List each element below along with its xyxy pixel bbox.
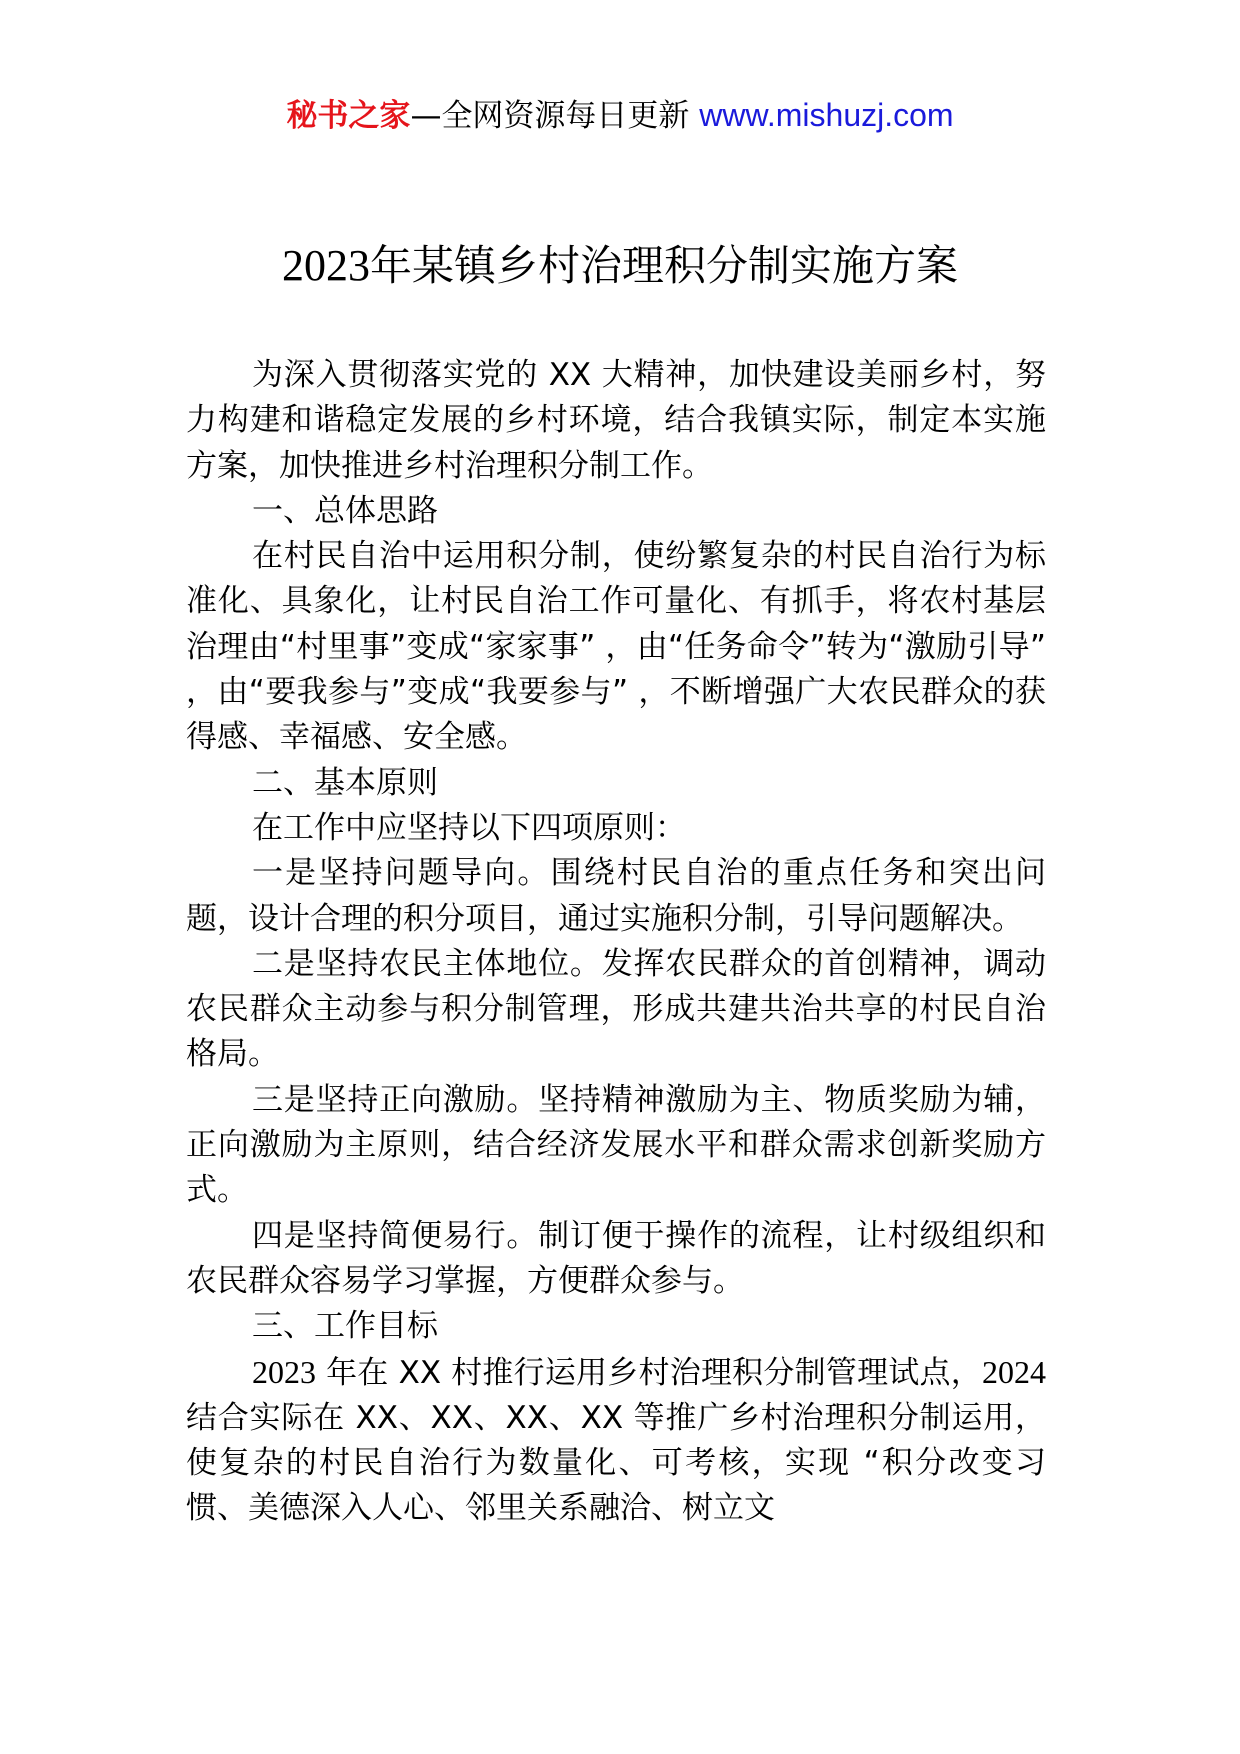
document-body — [186, 353, 1046, 1532]
goal-paragraph — [186, 1350, 1046, 1532]
site-header — [0, 95, 1240, 136]
principle-paragraph-2: 二是坚持农民主体地位。发挥农民群众的首创精神，调动农民群众主动参与积分制管理，形成共建共治共享的村民自治格局。 — [186, 945, 1046, 1073]
goal-year-2024: 2024 — [982, 1353, 1046, 1390]
section-heading-3: 三、工作目标 — [252, 1308, 438, 1345]
section-heading-1: 一、总体思路 — [252, 492, 438, 529]
goal-text-part-2: 结合实际在 XX、XX、XX、XX 等推广乡村治理积分制运用，使复杂的村民自治行为数量化、可考核，实现 “积分改变习惯、美德深入人心、邻里关系融洽、树立文 — [186, 1399, 1046, 1527]
section-paragraph-1: 在村民自治中运用积分制，使纷繁复杂的村民自治行为标准化、具象化，让村民自治工作可量化、有抓手，将农村基层治理由“村里事”变成“家家事” ，由“任务命令”转为“激励引导” ，由“要我参与”变成“我要参与” ，不断增强广大农民群众的获得感、幸福感、安全感。 — [186, 538, 1046, 756]
intro-paragraph: 为深入贯彻落实党的 XX 大精神，加快建设美丽乡村，努力构建和谐稳定发展的乡村环境，结合我镇实际，制定本实施方案，加快推进乡村治理积分制工作。 — [186, 357, 1046, 484]
site-brand: 秘书之家 — [286, 98, 411, 134]
document-title-year: 2023 — [281, 241, 370, 290]
document-title-text: 年某镇乡村治理积分制实施方案 — [369, 241, 958, 290]
principle-paragraph-3: 三是坚持正向激励。坚持精神激励为主、物质奖励为辅，正向激励为主原则，结合经济发展水平和群众需求创新奖励方式。 — [186, 1081, 1046, 1209]
principle-paragraph-1: 一是坚持问题导向。围绕村民自治的重点任务和突出问题，设计合理的积分项目，通过实施积分制，引导问题解决。 — [186, 855, 1046, 937]
site-url-link[interactable]: www.mishuzj.com — [699, 97, 954, 133]
section-heading-2: 二、基本原则 — [252, 764, 438, 801]
goal-year-2023: 2023 — [252, 1353, 316, 1390]
goal-text-part-1: 年在 XX 村推行运用乡村治理积分制管理试点， — [316, 1354, 982, 1391]
section-lead-2: 在工作中应坚持以下四项原则： — [252, 809, 686, 846]
principle-paragraph-4: 四是坚持简便易行。制订便于操作的流程，让村级组织和农民群众容易学习掌握，方便群众参与。 — [186, 1217, 1046, 1299]
document-title — [0, 238, 1240, 294]
site-slogan: —全网资源每日更新 — [410, 98, 690, 134]
